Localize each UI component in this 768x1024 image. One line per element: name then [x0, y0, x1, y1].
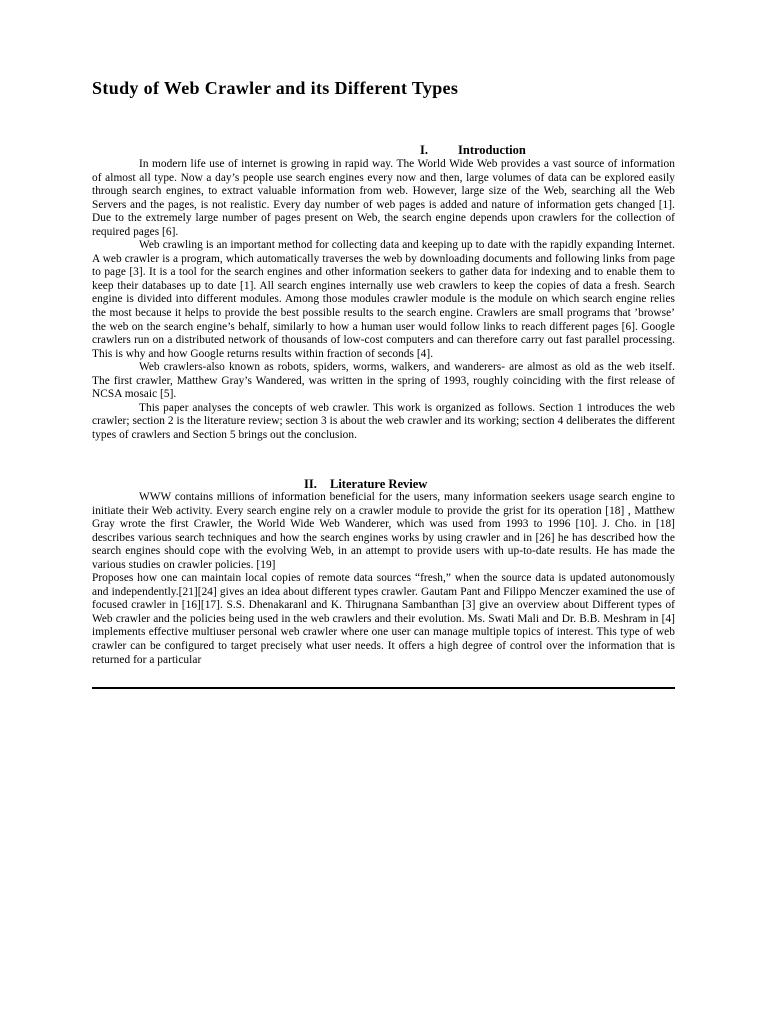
paragraph: Web crawling is an important method for collecting data and keeping up to date with the rapidly expanding Internet. A web crawler is a program, which automatically traverses the web by downloading documents and following links from page to page [3]. It is a tool for the search engines and other information seekers to gather data for indexing and to enable them to keep their databases up to date [1]. All search engines internally use web crawlers to keep the copies of data a fresh. Search engine is divided into different modules. Among those modules crawler module is the module on which search engine relies the most because it helps to provide the best possible results to the search engine. Crawlers are small programs that ’browse’ the web on the search engine’s behalf, similarly to how a human user would follow links to reach different pages [6]. Google crawlers run on a distributed network of thousands of low-cost computers and can therefore carry out fast parallel processing. This is why and how Google returns results within fraction of seconds [4]. — [92, 239, 675, 360]
paragraph: WWW contains millions of information beneficial for the users, many information seekers usage search engine to initiate their Web activity. Every search engine rely on a crawler module to provide the grist for its operation [18] , Matthew Gray wrote the first Crawler, the World Wide Web Wanderer, which was used from 1993 to 1996 [10]. J. Cho. in [18] describes various search techniques and how the search engines works by using crawler and in [26] he has described how the search engines should cope with the evolving Web, in an attempt to provide users with up-to-date results. He has made the various studies on crawler policies. [19] — [92, 491, 675, 571]
section-title: Introduction — [458, 143, 526, 157]
paragraph: In modern life use of internet is growing in rapid way. The World Wide Web provides a vast source of information of almost all type. Now a day’s people use search engines every now and then, large volumes of data can be explored easily through search engines, to extract valuable information from web. However, large size of the Web, searching all the Web Servers and the pages, is not realistic. Every day number of web pages is added and nature of information gets changed [1]. Due to the extremely large number of pages present on Web, the search engine depends upon crawlers for the collection of required pages [6]. — [92, 158, 675, 238]
section-number: I. — [420, 143, 428, 157]
introduction-body — [92, 158, 675, 442]
literature-review-body — [92, 491, 675, 667]
section-heading-literature-review — [304, 477, 427, 492]
section-number: II. — [304, 477, 317, 491]
section-heading-introduction — [420, 143, 526, 158]
section-title: Literature Review — [330, 477, 428, 491]
paper-page — [92, 0, 676, 1024]
paragraph: This paper analyses the concepts of web crawler. This work is organized as follows. Section 1 introduces the web crawler; section 2 is the literature review; section 3 is about the web crawler and its working; section 4 deliberates the different types of crawlers and Section 5 brings out the conclusion. — [92, 401, 675, 441]
paragraph: Proposes how one can maintain local copies of remote data sources “fresh,” when the source data is updated autonomously and independently.[21][24] gives an idea about different types crawler. Gautam Pant and Filippo Menczer examined the use of focused crawler in [16][17]. S.S. Dhenakaranl and K. Thirugnana Sambanthan [3] give an overview about Different types of Web crawler and the policies being used in the web crawlers and their evolution. Ms. Swati Mali and Dr. B.B. Meshram in [4] implements effective multiuser personal web crawler where one user can manage multiple topics of interest. This type of web crawler can be configured to target precisely what user needs. It offers a high degree of control over the information that is returned for a particular — [92, 572, 675, 666]
paragraph: Web crawlers-also known as robots, spiders, worms, walkers, and wanderers- are almost as old as the web itself. The first crawler, Matthew Gray’s Wandered, was written in the spring of 1993, roughly coinciding with the first release of NCSA mosaic [5]. — [92, 361, 675, 401]
page-bottom-rule — [92, 687, 675, 689]
paper-title: Study of Web Crawler and its Different Types — [92, 78, 459, 98]
